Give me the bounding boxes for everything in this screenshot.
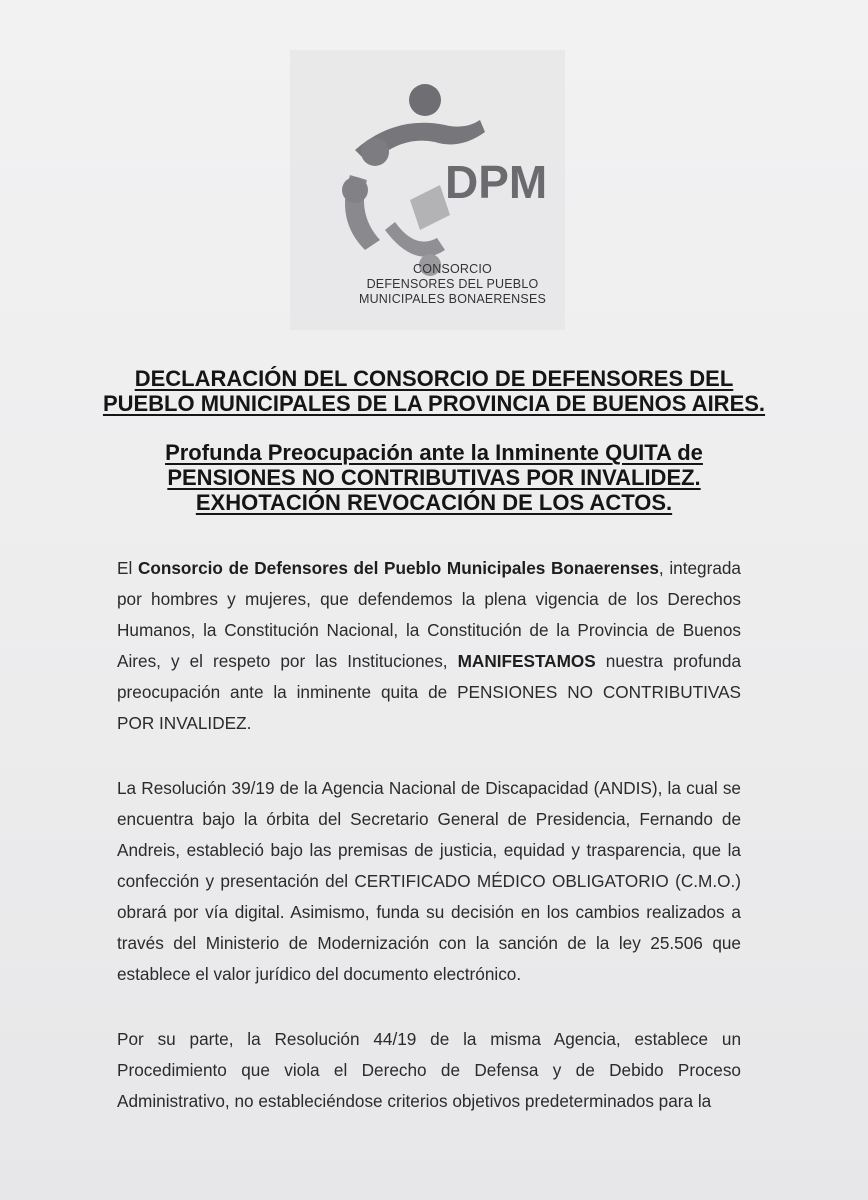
logo-caption-line: MUNICIPALES BONAERENSES	[358, 292, 547, 306]
subtitle-line: PENSIONES NO CONTRIBUTIVAS POR INVALIDEZ.	[167, 465, 701, 490]
organization-name: Consorcio de Defensores del Pueblo Municipales Bonaerenses	[137, 558, 659, 578]
title-line: PUEBLO MUNICIPALES DE LA PROVINCIA DE BUENOS AIRES.	[102, 391, 766, 416]
document-title	[60, 366, 808, 416]
title-line: DECLARACIÓN DEL CONSORCIO DE DEFENSORES DEL	[134, 366, 734, 391]
paragraph-resolution-39: La Resolución 39/19 de la Agencia Nacional de Discapacidad (ANDIS), la cual se encuentra bajo la órbita del Secretario General de Presidencia, Fernando de Andreis, estableció bajo las premisas de justicia, equidad y trasparencia, que la confección y presentación del CERTIFICADO MÉDICO OBLIGATORIO (C.M.O.) obrará por vía digital. Asimismo, funda su decisión en los cambios realizados a través del Ministerio de Modernización con la sanción de la ley 25.506 que establece el valor jurídico del documento electrónico.	[117, 778, 741, 984]
dpm-people-emblem-icon	[325, 80, 548, 280]
subtitle-line: Profunda Preocupación ante la Inminente QUITA de	[165, 440, 703, 465]
logo-caption-line: DEFENSORES DEL PUEBLO	[366, 277, 539, 291]
subtitle-line: EXHOTACIÓN REVOCACIÓN DE LOS ACTOS.	[195, 490, 673, 515]
paragraph-text: nuestra profunda preocupación ante la inminente quita de PENSIONES NO CONTRIBUTIVAS POR INVALIDEZ.	[117, 651, 741, 733]
paragraph-resolution-44: Por su parte, la Resolución 44/19 de la misma Agencia, establece un Procedimiento que viola el Derecho de Defensa y de Debido Proceso Administrativo, no estableciéndose criterios objetivos predeterminados para la	[117, 1029, 741, 1111]
paragraph-text: El	[117, 558, 138, 578]
logo-caption-line: CONSORCIO	[413, 262, 492, 276]
emphasis-text: MANIFESTAMOS	[457, 651, 596, 671]
document-subtitle	[60, 440, 808, 515]
paragraph-manifesto	[117, 553, 741, 739]
paragraph-text: , integrada por hombres y mujeres, que defendemos la plena vigencia de los Derechos Humanos, la Constitución Nacional, la Constitución de la Provincia de Buenos Aires, y el respeto por las Instituciones,	[117, 558, 741, 671]
logo-wordmark: DPM	[445, 156, 548, 208]
logo-caption	[290, 262, 565, 307]
dpm-logo	[290, 50, 565, 330]
